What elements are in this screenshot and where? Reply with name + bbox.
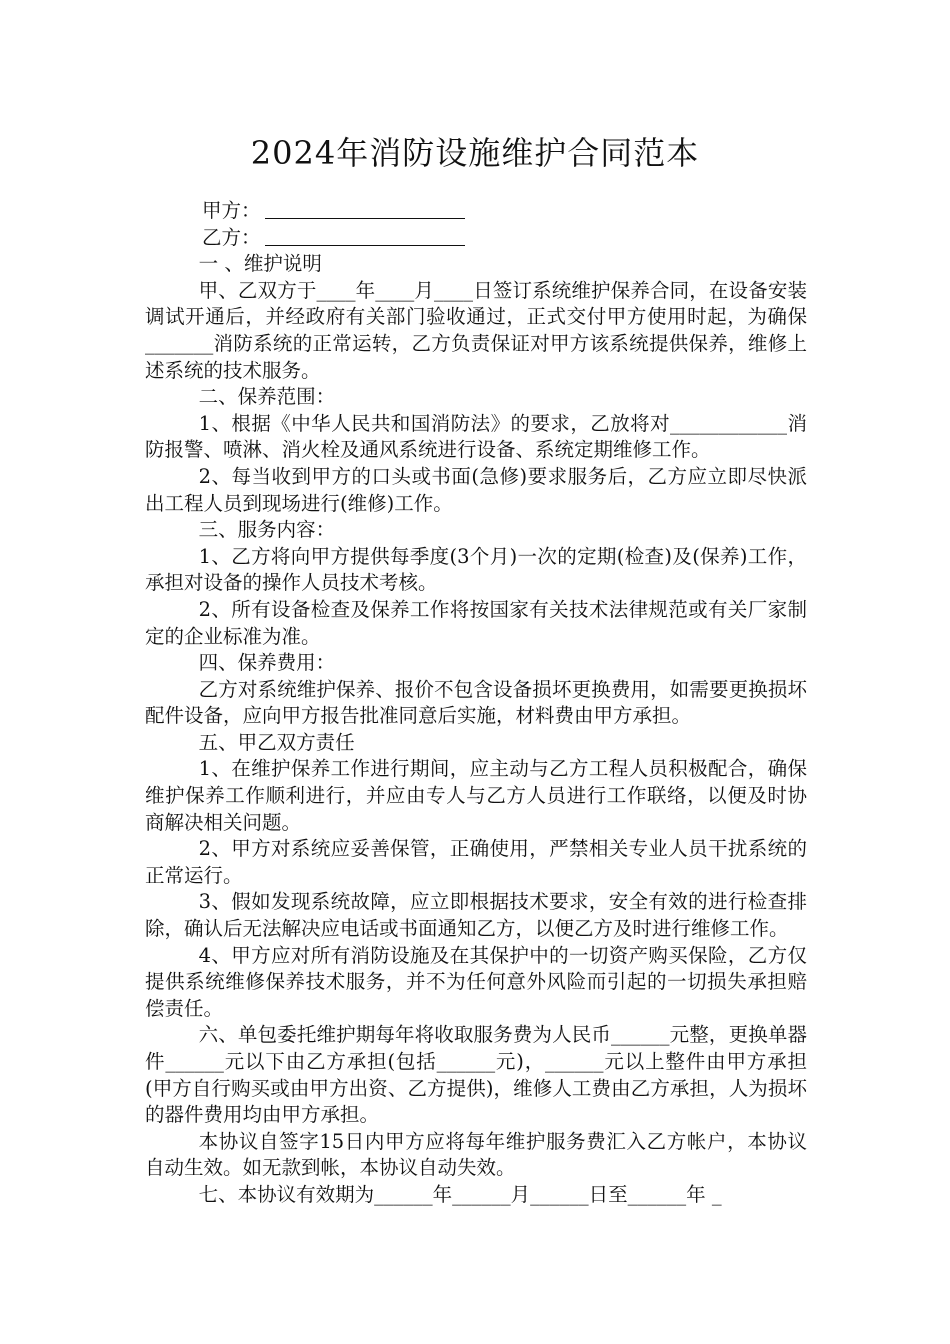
paragraph: 3、假如发现系统故障，应立即根据技术要求，安全有效的进行检查排除，确认后无法解决应电话或书面通知乙方，以便乙方及时进行维修工作。 (145, 890, 807, 941)
section-heading-responsibilities: 五、甲乙双方责任 (198, 730, 355, 754)
party-b-label: 乙方： (202, 225, 261, 249)
party-b-blank (265, 225, 465, 246)
party-a-blank (265, 198, 465, 219)
section-heading-fees: 四、保养费用： (198, 651, 336, 675)
document-body (145, 198, 807, 1209)
document-title: 2024年消防设施维护合同范本 (250, 134, 700, 172)
party-b-line (145, 225, 807, 252)
party-a-line (145, 198, 807, 225)
section-heading-maintenance: 一 、维护说明 (198, 252, 322, 276)
paragraph: 甲、乙双方于____年____月____日签订系统维护保养合同，在设备安装调试开通后，并经政府有关部门验收通过，正式交付甲方使用时起，为确保_______消防系统的正常运转，乙方负责保证对甲方该系统提供保养，维修上述系统的技术服务。 (145, 278, 807, 382)
paragraph: 本协议自签字15日内甲方应将每年维护服务费汇入乙方帐户，本协议自动生效。如无款到帐，本协议自动失效。 (145, 1129, 807, 1180)
paragraph: 4、甲方应对所有消防设施及在其保护中的一切资产购买保险，乙方仅提供系统维修保养技术服务，并不为任何意外风险而引起的一切损失承担赔偿责任。 (145, 943, 807, 1020)
paragraph: 1、乙方将向甲方提供每季度(3个月)一次的定期(检查)及(保养)工作，承担对设备的操作人员技术考核。 (145, 544, 807, 595)
party-a-label: 甲方： (202, 199, 261, 222)
paragraph: 七、本协议有效期为______年______月______日至______年 _ (198, 1182, 722, 1206)
paragraph: 2、所有设备检查及保养工作将按国家有关技术法律规范或有关厂家制定的企业标准为准。 (145, 597, 807, 648)
section-heading-services: 三、服务内容： (198, 518, 336, 542)
section-heading-scope: 二、保养范围： (198, 385, 336, 409)
paragraph: 1、根据《中华人民共和国消防法》的要求，乙放将对____________消防报警、喷淋、消火栓及通风系统进行设备、系统定期维修工作。 (145, 411, 807, 462)
paragraph: 2、每当收到甲方的口头或书面(急修)要求服务后，乙方应立即尽快派出工程人员到现场进行(维修)工作。 (145, 464, 807, 515)
paragraph: 六、单包委托维护期每年将收取服务费为人民币______元整，更换单器件______元以下由乙方承担(包括______元)，______元以上整件由甲方承担(甲方自行购买或由甲方出资、乙方提供)，维修人工费由乙方承担，人为损坏的器件费用均由甲方承担。 (145, 1023, 807, 1127)
paragraph: 2、甲方对系统应妥善保管，正确使用，严禁相关专业人员干扰系统的正常运行。 (145, 837, 807, 887)
paragraph: 1、在维护保养工作进行期间，应主动与乙方工程人员积极配合，确保维护保养工作顺利进行，并应由专人与乙方人员进行工作联络，以便及时协商解决相关问题。 (145, 757, 807, 834)
paragraph: 乙方对系统维护保养、报价不包含设备损坏更换费用，如需要更换损坏配件设备，应向甲方报告批准同意后实施，材料费由甲方承担。 (145, 677, 807, 728)
